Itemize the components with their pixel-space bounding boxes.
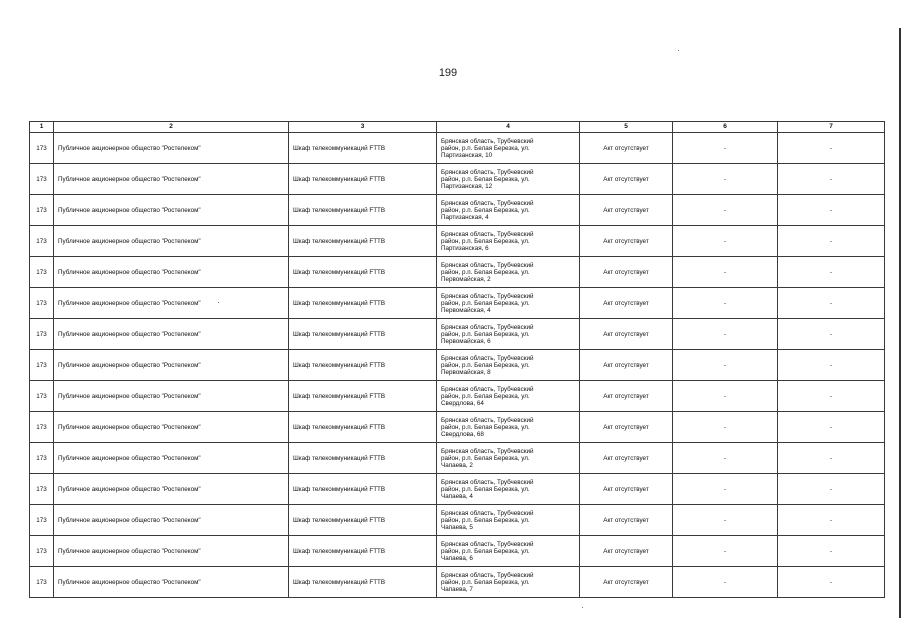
table-row xyxy=(30,133,885,164)
cell-number: 173 xyxy=(30,226,54,257)
cell-col-6: - xyxy=(673,226,778,257)
address-line: Чапаева, 6 xyxy=(441,554,473,562)
cell-number: 173 xyxy=(30,536,54,567)
cell-address xyxy=(437,350,580,381)
cell-col-6: - xyxy=(673,133,778,164)
table-row xyxy=(30,226,885,257)
address-line: район, р.п. Белая Березка, ул. xyxy=(441,485,530,493)
address-line: Чапаева, 7 xyxy=(441,585,473,593)
cell-col-7: - xyxy=(778,474,885,505)
cell-object: Шкаф телекоммуникаций FTTB xyxy=(289,536,437,567)
address-line: Партизанская, 10 xyxy=(441,151,493,159)
address-line: Партизанская, 12 xyxy=(441,182,493,190)
cell-owner: Публичное акционерное общество "Ростелеком" xyxy=(54,319,289,350)
cell-act-status: Акт отсутствует xyxy=(580,474,673,505)
table-row xyxy=(30,505,885,536)
cell-act-status: Акт отсутствует xyxy=(580,412,673,443)
cell-object: Шкаф телекоммуникаций FTTB xyxy=(289,288,437,319)
cell-owner: Публичное акционерное общество "Ростелеком" xyxy=(54,350,289,381)
address-line: Партизанская, 4 xyxy=(441,213,489,221)
cell-col-7: - xyxy=(778,257,885,288)
cell-col-6: - xyxy=(673,474,778,505)
cell-number: 173 xyxy=(30,195,54,226)
cell-object: Шкаф телекоммуникаций FTTB xyxy=(289,567,437,598)
header-col-6: 6 xyxy=(673,122,778,133)
address-line: Первомайская, 2 xyxy=(441,275,491,283)
cell-number: 173 xyxy=(30,133,54,164)
address-line: Брянская область, Трубчевский xyxy=(441,447,534,455)
cell-owner: Публичное акционерное общество "Ростелеком" xyxy=(54,412,289,443)
cell-object: Шкаф телекоммуникаций FTTB xyxy=(289,226,437,257)
cell-act-status: Акт отсутствует xyxy=(580,164,673,195)
cell-col-6: - xyxy=(673,567,778,598)
cell-act-status: Акт отсутствует xyxy=(580,381,673,412)
table-row xyxy=(30,164,885,195)
table-body xyxy=(30,133,885,598)
address-line: Чапаева, 4 xyxy=(441,492,473,500)
header-col-4: 4 xyxy=(437,122,580,133)
cell-act-status: Акт отсутствует xyxy=(580,288,673,319)
cell-object: Шкаф телекоммуникаций FTTB xyxy=(289,195,437,226)
table-header xyxy=(30,122,885,133)
cell-col-6: - xyxy=(673,412,778,443)
table-row xyxy=(30,443,885,474)
cell-address xyxy=(437,226,580,257)
address-line: Брянская область, Трубчевский xyxy=(441,261,534,269)
cell-address xyxy=(437,536,580,567)
table-row xyxy=(30,567,885,598)
cell-address xyxy=(437,381,580,412)
address-line: Чапаева, 5 xyxy=(441,523,473,531)
address-line: район, р.п. Белая Березка, ул. xyxy=(441,268,530,276)
table-row xyxy=(30,288,885,319)
cell-col-6: - xyxy=(673,195,778,226)
address-line: Брянская область, Трубчевский xyxy=(441,478,534,486)
cell-number: 173 xyxy=(30,381,54,412)
address-line: район, р.п. Белая Березка, ул. xyxy=(441,237,530,245)
header-col-7: 7 xyxy=(778,122,885,133)
header-col-5: 5 xyxy=(580,122,673,133)
header-row xyxy=(30,122,885,133)
table-row xyxy=(30,195,885,226)
cell-col-7: - xyxy=(778,412,885,443)
cell-col-7: - xyxy=(778,536,885,567)
cell-col-7: - xyxy=(778,505,885,536)
cell-number: 173 xyxy=(30,350,54,381)
scan-edge-line xyxy=(899,28,901,618)
address-line: Брянская область, Трубчевский xyxy=(441,292,534,300)
cell-act-status: Акт отсутствует xyxy=(580,505,673,536)
table-row xyxy=(30,350,885,381)
cell-col-7: - xyxy=(778,350,885,381)
cell-act-status: Акт отсутствует xyxy=(580,567,673,598)
address-line: Партизанская, 6 xyxy=(441,244,489,252)
cell-object: Шкаф телекоммуникаций FTTB xyxy=(289,257,437,288)
cell-object: Шкаф телекоммуникаций FTTB xyxy=(289,381,437,412)
cell-address xyxy=(437,567,580,598)
cell-owner: Публичное акционерное общество "Ростелеком" xyxy=(54,567,289,598)
address-line: Свердлова, 68 xyxy=(441,430,484,438)
cell-col-6: - xyxy=(673,164,778,195)
cell-address xyxy=(437,195,580,226)
table-row xyxy=(30,412,885,443)
cell-col-6: - xyxy=(673,257,778,288)
cell-col-7: - xyxy=(778,133,885,164)
cell-address xyxy=(437,505,580,536)
address-line: Брянская область, Трубчевский xyxy=(441,571,534,579)
cell-col-7: - xyxy=(778,195,885,226)
header-col-2: 2 xyxy=(54,122,289,133)
address-line: район, р.п. Белая Березка, ул. xyxy=(441,175,530,183)
cell-owner: Публичное акционерное общество "Ростелеком" xyxy=(54,443,289,474)
cell-act-status: Акт отсутствует xyxy=(580,257,673,288)
cell-object: Шкаф телекоммуникаций FTTB xyxy=(289,350,437,381)
cell-owner: Публичное акционерное общество "Ростелеком" xyxy=(54,226,289,257)
cell-owner: Публичное акционерное общество "Ростелеком" xyxy=(54,474,289,505)
cell-number: 173 xyxy=(30,257,54,288)
cell-address xyxy=(437,443,580,474)
cell-col-7: - xyxy=(778,319,885,350)
cell-act-status: Акт отсутствует xyxy=(580,133,673,164)
cell-address xyxy=(437,288,580,319)
cell-act-status: Акт отсутствует xyxy=(580,350,673,381)
table-row xyxy=(30,381,885,412)
cell-owner: Публичное акционерное общество "Ростелеком" xyxy=(54,195,289,226)
cell-owner: Публичное акционерное общество "Ростелеком" xyxy=(54,164,289,195)
address-line: Брянская область, Трубчевский xyxy=(441,323,534,331)
header-col-3: 3 xyxy=(289,122,437,133)
table-row xyxy=(30,536,885,567)
cell-col-6: - xyxy=(673,536,778,567)
cell-object: Шкаф телекоммуникаций FTTB xyxy=(289,319,437,350)
address-line: район, р.п. Белая Березка, ул. xyxy=(441,578,530,586)
address-line: Брянская область, Трубчевский xyxy=(441,540,534,548)
table-row xyxy=(30,257,885,288)
cell-object: Шкаф телекоммуникаций FTTB xyxy=(289,443,437,474)
cell-object: Шкаф телекоммуникаций FTTB xyxy=(289,164,437,195)
cell-address xyxy=(437,412,580,443)
cell-act-status: Акт отсутствует xyxy=(580,443,673,474)
address-line: район, р.п. Белая Березка, ул. xyxy=(441,144,530,152)
scan-speck xyxy=(678,50,679,51)
cell-number: 173 xyxy=(30,474,54,505)
cell-col-7: - xyxy=(778,164,885,195)
cell-col-6: - xyxy=(673,505,778,536)
cell-col-7: - xyxy=(778,381,885,412)
header-col-1: 1 xyxy=(30,122,54,133)
address-line: Первомайская, 8 xyxy=(441,368,491,376)
address-line: район, р.п. Белая Березка, ул. xyxy=(441,392,530,400)
cell-object: Шкаф телекоммуникаций FTTB xyxy=(289,505,437,536)
cell-col-6: - xyxy=(673,381,778,412)
address-line: Первомайская, 6 xyxy=(441,337,491,345)
address-line: район, р.п. Белая Березка, ул. xyxy=(441,361,530,369)
cell-address xyxy=(437,133,580,164)
address-line: Брянская область, Трубчевский xyxy=(441,230,534,238)
page-number: 199 xyxy=(438,67,458,79)
cell-col-6: - xyxy=(673,319,778,350)
address-line: Брянская область, Трубчевский xyxy=(441,385,534,393)
cell-object: Шкаф телекоммуникаций FTTB xyxy=(289,474,437,505)
cell-col-7: - xyxy=(778,288,885,319)
cell-number: 173 xyxy=(30,164,54,195)
cell-col-6: - xyxy=(673,288,778,319)
cell-number: 173 xyxy=(30,505,54,536)
address-line: район, р.п. Белая Березка, ул. xyxy=(441,423,530,431)
cell-address xyxy=(437,319,580,350)
cell-number: 173 xyxy=(30,319,54,350)
address-line: район, р.п. Белая Березка, ул. xyxy=(441,454,530,462)
address-line: Брянская область, Трубчевский xyxy=(441,354,534,362)
cell-owner: Публичное акционерное общество "Ростелеком" xyxy=(54,133,289,164)
cell-col-7: - xyxy=(778,226,885,257)
cell-number: 173 xyxy=(30,567,54,598)
address-line: Чапаева, 2 xyxy=(441,461,473,469)
cell-owner: Публичное акционерное общество "Ростелеком" xyxy=(54,381,289,412)
cell-address xyxy=(437,164,580,195)
scan-speck xyxy=(582,607,583,608)
address-line: район, р.п. Белая Березка, ул. xyxy=(441,299,530,307)
cell-col-6: - xyxy=(673,443,778,474)
cell-address xyxy=(437,257,580,288)
address-line: Брянская область, Трубчевский xyxy=(441,416,534,424)
address-line: Брянская область, Трубчевский xyxy=(441,168,534,176)
cell-owner: Публичное акционерное общество "Ростелеком" xyxy=(54,505,289,536)
cell-act-status: Акт отсутствует xyxy=(580,195,673,226)
address-line: Брянская область, Трубчевский xyxy=(441,199,534,207)
address-line: Брянская область, Трубчевский xyxy=(441,137,534,145)
cell-col-7: - xyxy=(778,443,885,474)
cell-number: 173 xyxy=(30,288,54,319)
table-row xyxy=(30,474,885,505)
address-line: район, р.п. Белая Березка, ул. xyxy=(441,206,530,214)
cell-owner: Публичное акционерное общество "Ростелеком" xyxy=(54,257,289,288)
cell-act-status: Акт отсутствует xyxy=(580,536,673,567)
cell-owner: Публичное акционерное общество "Ростелеком" xyxy=(54,536,289,567)
address-line: район, р.п. Белая Березка, ул. xyxy=(441,330,530,338)
address-line: Свердлова, 64 xyxy=(441,399,484,407)
cell-object: Шкаф телекоммуникаций FTTB xyxy=(289,412,437,443)
address-line: Брянская область, Трубчевский xyxy=(441,509,534,517)
cell-object: Шкаф телекоммуникаций FTTB xyxy=(289,133,437,164)
address-line: Первомайская, 4 xyxy=(441,306,491,314)
address-line: район, р.п. Белая Березка, ул. xyxy=(441,516,530,524)
cell-act-status: Акт отсутствует xyxy=(580,319,673,350)
registry-table xyxy=(29,121,885,598)
cell-address xyxy=(437,474,580,505)
cell-act-status: Акт отсутствует xyxy=(580,226,673,257)
cell-col-6: - xyxy=(673,350,778,381)
cell-number: 173 xyxy=(30,412,54,443)
cell-number: 173 xyxy=(30,443,54,474)
cell-col-7: - xyxy=(778,567,885,598)
table-row xyxy=(30,319,885,350)
address-line: район, р.п. Белая Березка, ул. xyxy=(441,547,530,555)
cell-owner: Публичное акционерное общество "Ростелеком" xyxy=(54,288,289,319)
